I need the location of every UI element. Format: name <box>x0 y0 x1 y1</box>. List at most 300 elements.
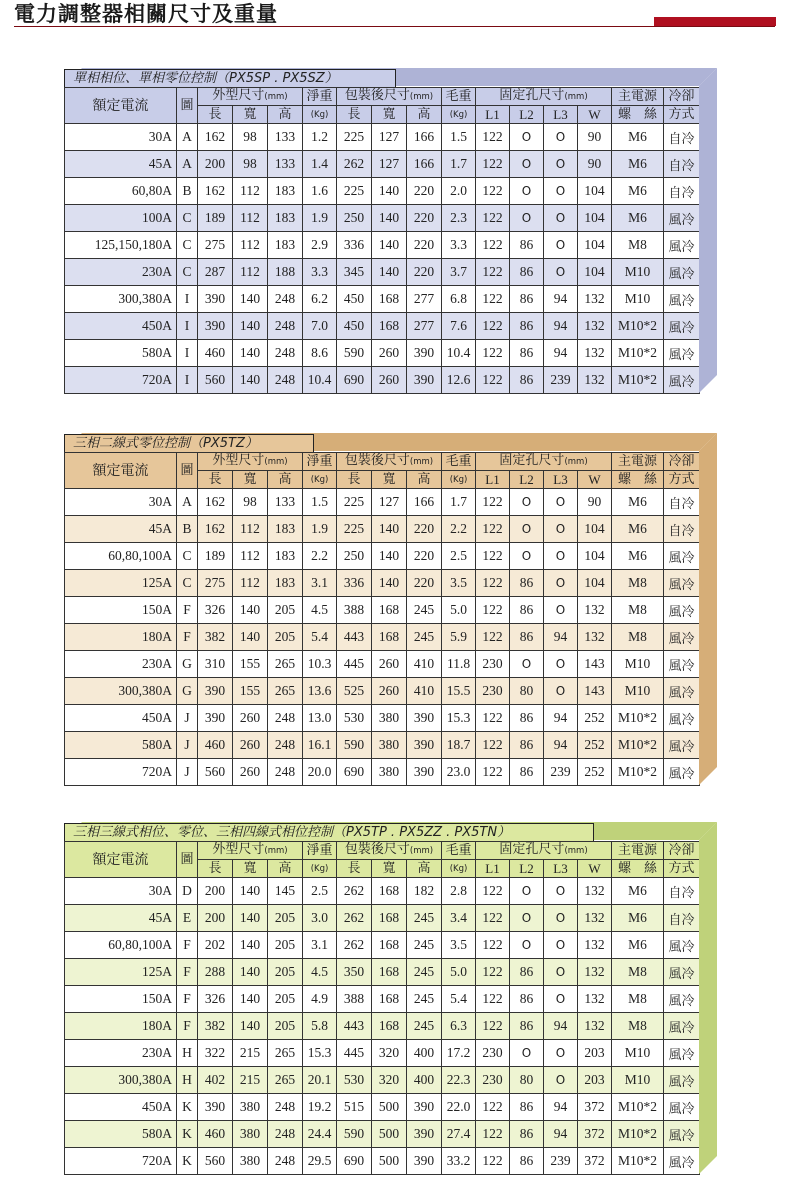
table-cell: H <box>177 1040 198 1067</box>
table-cell: M8 <box>612 232 664 259</box>
table-row <box>65 1067 700 1094</box>
table-cell: 390 <box>407 705 442 732</box>
table-row <box>65 986 700 1013</box>
header-width: 寬 <box>233 860 268 878</box>
table-cell: 320 <box>372 1067 407 1094</box>
table-cell: 5.4 <box>303 624 337 651</box>
table-cell: 220 <box>407 205 442 232</box>
table-cell: 風冷 <box>664 759 700 786</box>
table-cell: 245 <box>407 959 442 986</box>
table-cell: 260 <box>372 678 407 705</box>
table-cell: 248 <box>268 367 303 394</box>
table-cell: 1.2 <box>303 124 337 151</box>
table-cell: 140 <box>372 178 407 205</box>
header-gross-weight: 毛重 <box>442 88 476 106</box>
table-cell: 140 <box>372 516 407 543</box>
table-cell: 382 <box>198 1013 233 1040</box>
table-row <box>65 905 700 932</box>
table-cell: 86 <box>510 286 544 313</box>
table-cell: 風冷 <box>664 232 700 259</box>
table-cell: 390 <box>198 678 233 705</box>
table-cell: 168 <box>372 905 407 932</box>
table-cell: 390 <box>198 286 233 313</box>
table-cell: M10*2 <box>612 732 664 759</box>
table-cell: 140 <box>372 570 407 597</box>
table-cell: O <box>510 878 544 905</box>
table-row <box>65 759 700 786</box>
table-cell: 168 <box>372 986 407 1013</box>
table-row <box>65 1013 700 1040</box>
table-cell: 390 <box>407 340 442 367</box>
table-cell: 風冷 <box>664 340 700 367</box>
table-cell: 460 <box>198 1121 233 1148</box>
table-cell: 450A <box>65 1094 177 1121</box>
table-cell: 580A <box>65 1121 177 1148</box>
unit-mm: (mm) <box>264 846 288 856</box>
table-cell: 205 <box>268 932 303 959</box>
table-cell: 168 <box>372 313 407 340</box>
table-cell: 122 <box>476 732 510 759</box>
table-cell: O <box>544 259 578 286</box>
table-cell: 30A <box>65 878 177 905</box>
table-cell: 104 <box>578 178 612 205</box>
table-cell: 3.1 <box>303 932 337 959</box>
table-cell: 168 <box>372 597 407 624</box>
table-cell: 140 <box>233 597 268 624</box>
header-width: 寬 <box>372 860 407 878</box>
table-cell: 7.0 <box>303 313 337 340</box>
table-cell: 3.3 <box>303 259 337 286</box>
table-cell: 4.9 <box>303 986 337 1013</box>
header-height: 高 <box>268 471 303 489</box>
table-cell: 140 <box>233 286 268 313</box>
table-cell: 112 <box>233 232 268 259</box>
table-cell: 132 <box>578 905 612 932</box>
table-cell: 125,150,180A <box>65 232 177 259</box>
table-cell: O <box>544 932 578 959</box>
header-w: W <box>578 106 612 124</box>
header-l3: L3 <box>544 860 578 878</box>
table-cell: 450A <box>65 705 177 732</box>
table-cell: 112 <box>233 543 268 570</box>
table-cell: 122 <box>476 905 510 932</box>
table-cell: 248 <box>268 1121 303 1148</box>
table-cell: 122 <box>476 705 510 732</box>
table-cell: 380 <box>233 1121 268 1148</box>
table-cell: O <box>510 151 544 178</box>
table-cell: 720A <box>65 759 177 786</box>
table-row <box>65 1040 700 1067</box>
table-cell: 15.5 <box>442 678 476 705</box>
table-cell: 168 <box>372 1013 407 1040</box>
table-cell: 336 <box>337 232 372 259</box>
table-cell: 530 <box>337 705 372 732</box>
table-cell: 5.4 <box>442 986 476 1013</box>
header-mount-hole-label: 固定孔尺寸 <box>499 842 565 857</box>
table-cell: 122 <box>476 543 510 570</box>
header-mount-hole-label: 固定孔尺寸 <box>499 453 565 468</box>
table-cell: 460 <box>198 732 233 759</box>
table-cell: 252 <box>578 732 612 759</box>
table-cell: 390 <box>407 1121 442 1148</box>
table-cell: M6 <box>612 489 664 516</box>
table-cell: 132 <box>578 367 612 394</box>
table-cell: 45A <box>65 151 177 178</box>
table-cell: 60,80,100A <box>65 543 177 570</box>
table-cell: 322 <box>198 1040 233 1067</box>
unit-kg: (Kg) <box>303 106 337 124</box>
table-cell: 1.9 <box>303 516 337 543</box>
table-cell: 20.0 <box>303 759 337 786</box>
page-title: 電力調整器相關尺寸及重量 <box>14 2 278 26</box>
header-l3: L3 <box>544 106 578 124</box>
table-cell: 380 <box>233 1094 268 1121</box>
table-cell: 127 <box>372 151 407 178</box>
table-cell: M10*2 <box>612 1094 664 1121</box>
table-cell: M10*2 <box>612 759 664 786</box>
table-cell: 2.5 <box>442 543 476 570</box>
table-cell: 225 <box>337 124 372 151</box>
table-cell: 525 <box>337 678 372 705</box>
table-cell: 122 <box>476 232 510 259</box>
table-cell: 2.2 <box>303 543 337 570</box>
header-length: 長 <box>337 860 372 878</box>
table-cell: M10*2 <box>612 340 664 367</box>
table-cell: 15.3 <box>442 705 476 732</box>
table-cell: 86 <box>510 732 544 759</box>
table-cell: 155 <box>233 678 268 705</box>
table-cell: 1.5 <box>303 489 337 516</box>
table-row <box>65 151 700 178</box>
table-cell: 風冷 <box>664 313 700 340</box>
table-cell: 166 <box>407 151 442 178</box>
table-cell: M8 <box>612 1013 664 1040</box>
table-cell: 260 <box>372 651 407 678</box>
table-cell: 風冷 <box>664 367 700 394</box>
table-cell: 5.9 <box>442 624 476 651</box>
header-rated-current: 額定電流 <box>65 88 177 124</box>
table-cell: C <box>177 259 198 286</box>
table-cell: 260 <box>233 759 268 786</box>
table-cell: 86 <box>510 1094 544 1121</box>
table-cell: 168 <box>372 878 407 905</box>
spec-table <box>64 87 700 394</box>
table-cell: 155 <box>233 651 268 678</box>
table-cell: 122 <box>476 932 510 959</box>
table-cell: 215 <box>233 1040 268 1067</box>
table-cell: 140 <box>372 205 407 232</box>
table-cell: 690 <box>337 1148 372 1175</box>
table-cell: 168 <box>372 286 407 313</box>
table-cell: 183 <box>268 205 303 232</box>
table-cell: O <box>510 516 544 543</box>
table-cell: 345 <box>337 259 372 286</box>
table-cell: 86 <box>510 597 544 624</box>
header-cooling: 冷卻 <box>664 842 700 860</box>
header-outer-size <box>198 453 303 471</box>
header-outer-size-label: 外型尺寸 <box>212 88 265 103</box>
table-row <box>65 489 700 516</box>
table-cell: 205 <box>268 624 303 651</box>
table-cell: 2.5 <box>303 878 337 905</box>
table-cell: 248 <box>268 286 303 313</box>
table-cell: 94 <box>544 732 578 759</box>
header-packed-size-label: 包裝後尺寸 <box>344 842 410 857</box>
header-figure: 圖 <box>177 88 198 124</box>
table-cell: 189 <box>198 543 233 570</box>
table-cell: 180A <box>65 624 177 651</box>
table-row <box>65 516 700 543</box>
table-cell: 230A <box>65 1040 177 1067</box>
table-cell: 168 <box>372 624 407 651</box>
table-cell: 580A <box>65 732 177 759</box>
header-method: 方式 <box>664 471 700 489</box>
header-length: 長 <box>198 106 233 124</box>
table-caption: 三相三線式相位、零位、三相四線式相位控制（PX5TP . PX5ZZ . PX5TN） <box>64 823 594 842</box>
table-cell: 29.5 <box>303 1148 337 1175</box>
table-cell: M6 <box>612 905 664 932</box>
table-row <box>65 705 700 732</box>
table-cell: 自冷 <box>664 905 700 932</box>
table-cell: 27.4 <box>442 1121 476 1148</box>
table-cell: 自冷 <box>664 516 700 543</box>
table-row <box>65 340 700 367</box>
table-cell: 風冷 <box>664 1040 700 1067</box>
table-caption: 單相相位、單相零位控制（PX5SP . PX5SZ） <box>64 69 396 88</box>
table-cell: 3.5 <box>442 570 476 597</box>
table-cell: 248 <box>268 759 303 786</box>
header-width: 寬 <box>372 471 407 489</box>
table-cell: 166 <box>407 489 442 516</box>
table-cell: M10*2 <box>612 313 664 340</box>
table-cell: M6 <box>612 516 664 543</box>
table-row <box>65 878 700 905</box>
table-cell: 90 <box>578 489 612 516</box>
table-cell: 380 <box>372 759 407 786</box>
table-cell: 382 <box>198 624 233 651</box>
table-cell: 22.0 <box>442 1094 476 1121</box>
table-cell: 275 <box>198 232 233 259</box>
header-method: 方式 <box>664 860 700 878</box>
table-cell: 5.0 <box>442 597 476 624</box>
table-cell: 122 <box>476 205 510 232</box>
table-cell: 500 <box>372 1121 407 1148</box>
table-cell: 220 <box>407 543 442 570</box>
table-cell: 326 <box>198 986 233 1013</box>
table-cell: 166 <box>407 124 442 151</box>
table-row <box>65 932 700 959</box>
table-cell: 320 <box>372 1040 407 1067</box>
unit-mm: (mm) <box>564 457 588 467</box>
header-width: 寬 <box>233 106 268 124</box>
unit-mm: (mm) <box>409 457 434 467</box>
table-cell: 自冷 <box>664 178 700 205</box>
table-cell: 162 <box>198 516 233 543</box>
table-cell: 560 <box>198 367 233 394</box>
table-cell: G <box>177 651 198 678</box>
header-method: 方式 <box>664 106 700 124</box>
table-cell: 風冷 <box>664 732 700 759</box>
table-cell: 140 <box>372 259 407 286</box>
table-cell: 86 <box>510 1121 544 1148</box>
table-cell: 86 <box>510 1013 544 1040</box>
table-cell: 140 <box>233 959 268 986</box>
header-width: 寬 <box>372 106 407 124</box>
table-cell: D <box>177 878 198 905</box>
table-cell: 90 <box>578 124 612 151</box>
table-cell: 98 <box>233 124 268 151</box>
table-cell: 150A <box>65 597 177 624</box>
table-cell: 132 <box>578 878 612 905</box>
table-cell: 262 <box>337 878 372 905</box>
table-cell: 4.5 <box>303 597 337 624</box>
table-row <box>65 232 700 259</box>
table-cell: 205 <box>268 986 303 1013</box>
table-row <box>65 624 700 651</box>
table-cell: 400 <box>407 1040 442 1067</box>
table-cell: 24.4 <box>303 1121 337 1148</box>
table-cell: A <box>177 151 198 178</box>
table-cell: J <box>177 732 198 759</box>
table-cell: O <box>544 205 578 232</box>
table-cell: O <box>544 151 578 178</box>
table-cell: I <box>177 340 198 367</box>
table-cell: 445 <box>337 1040 372 1067</box>
table-cell: 500 <box>372 1148 407 1175</box>
table-cell: 122 <box>476 313 510 340</box>
title-underline <box>14 26 775 27</box>
table-cell: 265 <box>268 1040 303 1067</box>
header-height: 高 <box>268 106 303 124</box>
table-cell: O <box>510 543 544 570</box>
table-cell: M10 <box>612 286 664 313</box>
table-cell: 125A <box>65 570 177 597</box>
table-cell: B <box>177 516 198 543</box>
unit-mm: (mm) <box>264 92 288 102</box>
table-cell: 132 <box>578 340 612 367</box>
table-cell: 720A <box>65 367 177 394</box>
table-cell: 265 <box>268 651 303 678</box>
table-cell: 300,380A <box>65 678 177 705</box>
table-cell: 10.4 <box>442 340 476 367</box>
table-cell: 122 <box>476 259 510 286</box>
spec-table-block-3 <box>64 822 734 1189</box>
header-cooling: 冷卻 <box>664 88 700 106</box>
table-cell: 262 <box>337 932 372 959</box>
table-cell: M8 <box>612 986 664 1013</box>
table-cell: M8 <box>612 597 664 624</box>
table-cell: 1.9 <box>303 205 337 232</box>
table-cell: 205 <box>268 959 303 986</box>
table-cell: 122 <box>476 959 510 986</box>
table-cell: M6 <box>612 878 664 905</box>
header-height: 高 <box>407 106 442 124</box>
table-cell: C <box>177 570 198 597</box>
table-cell: 86 <box>510 759 544 786</box>
table-depth-side <box>699 822 717 1174</box>
table-cell: 230A <box>65 259 177 286</box>
table-cell: 17.2 <box>442 1040 476 1067</box>
table-cell: 風冷 <box>664 986 700 1013</box>
header-height: 高 <box>407 860 442 878</box>
table-cell: 60,80A <box>65 178 177 205</box>
table-cell: G <box>177 678 198 705</box>
table-cell: 402 <box>198 1067 233 1094</box>
table-row <box>65 570 700 597</box>
table-cell: 6.3 <box>442 1013 476 1040</box>
table-cell: 20.1 <box>303 1067 337 1094</box>
table-cell: 132 <box>578 932 612 959</box>
table-cell: 風冷 <box>664 959 700 986</box>
table-cell: 183 <box>268 516 303 543</box>
table-cell: O <box>510 124 544 151</box>
table-cell: 390 <box>407 1094 442 1121</box>
table-cell: 22.3 <box>442 1067 476 1094</box>
header-l2: L2 <box>510 471 544 489</box>
header-figure: 圖 <box>177 453 198 489</box>
table-row <box>65 732 700 759</box>
table-cell: 239 <box>544 759 578 786</box>
table-cell: 250 <box>337 543 372 570</box>
table-cell: O <box>544 178 578 205</box>
table-cell: 388 <box>337 986 372 1013</box>
table-cell: 252 <box>578 759 612 786</box>
table-cell: 風冷 <box>664 705 700 732</box>
table-cell: 122 <box>476 151 510 178</box>
table-cell: O <box>544 1067 578 1094</box>
table-cell: 風冷 <box>664 597 700 624</box>
table-cell: 248 <box>268 732 303 759</box>
table-cell: B <box>177 178 198 205</box>
table-cell: 112 <box>233 205 268 232</box>
header-length: 長 <box>198 471 233 489</box>
table-cell: 風冷 <box>664 1094 700 1121</box>
table-cell: 23.0 <box>442 759 476 786</box>
table-cell: 287 <box>198 259 233 286</box>
table-cell: 風冷 <box>664 286 700 313</box>
table-cell: 162 <box>198 489 233 516</box>
table-cell: 133 <box>268 124 303 151</box>
table-row <box>65 124 700 151</box>
table-cell: 220 <box>407 232 442 259</box>
table-cell: 132 <box>578 286 612 313</box>
table-cell: 2.8 <box>442 878 476 905</box>
table-cell: 122 <box>476 1013 510 1040</box>
table-cell: M6 <box>612 932 664 959</box>
table-cell: 16.1 <box>303 732 337 759</box>
table-cell: 風冷 <box>664 1148 700 1175</box>
header-l1: L1 <box>476 106 510 124</box>
table-cell: 203 <box>578 1040 612 1067</box>
table-cell: 380 <box>372 732 407 759</box>
table-cell: 122 <box>476 516 510 543</box>
table-cell: 390 <box>407 732 442 759</box>
table-cell: 239 <box>544 367 578 394</box>
table-cell: 122 <box>476 124 510 151</box>
table-cell: 122 <box>476 878 510 905</box>
table-row <box>65 205 700 232</box>
table-cell: 132 <box>578 986 612 1013</box>
header-net-weight: 淨重 <box>303 842 337 860</box>
unit-mm: (mm) <box>564 92 588 102</box>
table-cell: 風冷 <box>664 624 700 651</box>
table-cell: 風冷 <box>664 1067 700 1094</box>
table-cell: 265 <box>268 1067 303 1094</box>
table-cell: 560 <box>198 1148 233 1175</box>
header-gross-weight: 毛重 <box>442 842 476 860</box>
table-cell: O <box>510 1040 544 1067</box>
table-cell: 188 <box>268 259 303 286</box>
